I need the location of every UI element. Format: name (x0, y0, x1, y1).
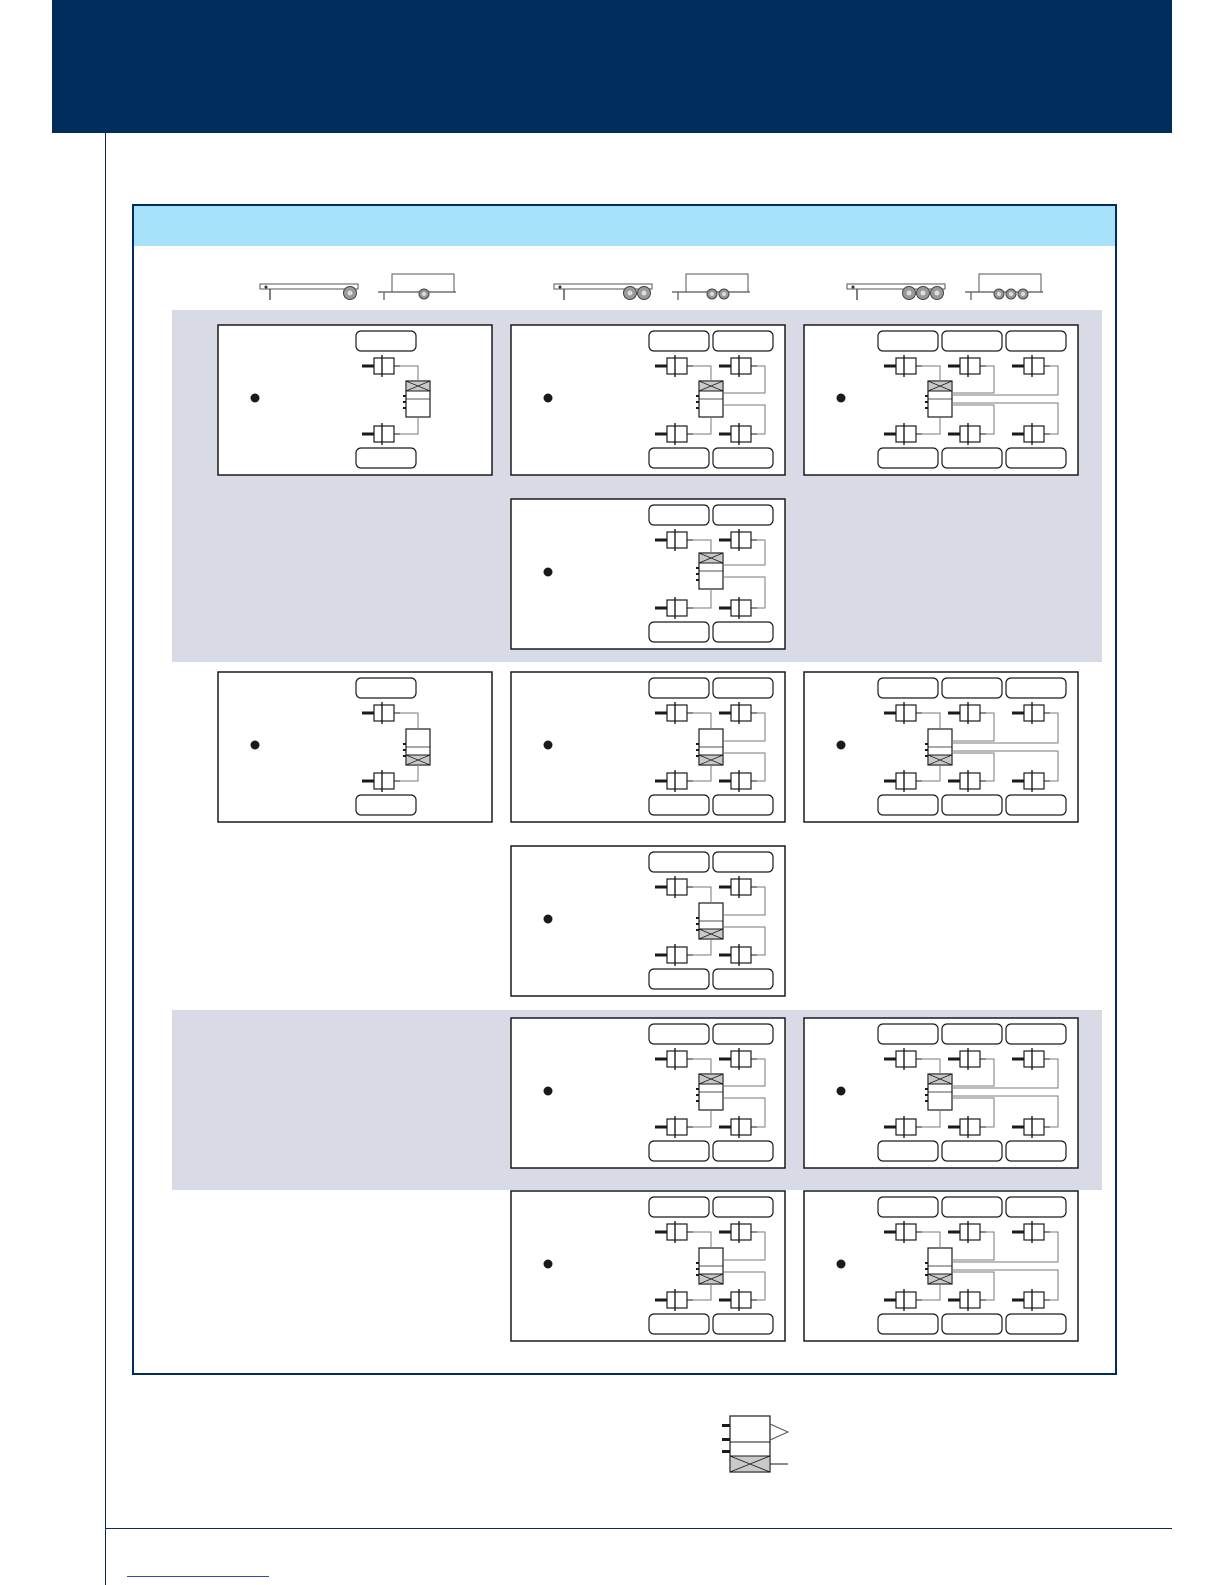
abs-config-row-3-col3 (803, 671, 1079, 823)
trailer-flatbed-view-tri-axle (963, 272, 1045, 302)
wheel-label-box (649, 1314, 709, 1334)
wheel-label-box (1006, 795, 1066, 815)
wheel-label-box (713, 1024, 773, 1044)
bullet-dot (837, 741, 846, 750)
wheel-label-box (713, 448, 773, 468)
wheel-label-box (878, 1314, 938, 1334)
trailer-side-view-single-axle (258, 278, 362, 306)
bullet-dot (251, 394, 260, 403)
abs-modulator-icon (403, 381, 430, 417)
wheel-label-box (356, 795, 416, 815)
wheel-label-box (878, 678, 938, 698)
wheel-label-box (713, 622, 773, 642)
wheel-label-box (649, 1024, 709, 1044)
wheel-label-box (942, 1024, 1002, 1044)
wheel-label-box (649, 505, 709, 525)
trailer-flatbed-view-tandem-axle (670, 272, 752, 302)
wheel-label-box (713, 331, 773, 351)
wheel-label-box (878, 448, 938, 468)
abs-modulator-icon (696, 1074, 723, 1110)
wheel-label-box (713, 852, 773, 872)
panel-title-bar (134, 206, 1115, 246)
wheel-label-box (878, 1197, 938, 1217)
abs-config-row-4-col2 (510, 845, 786, 997)
bullet-dot (544, 915, 553, 924)
abs-modulator-icon (925, 729, 952, 765)
abs-config-row-1-col3 (803, 324, 1079, 476)
bullet-dot (837, 1087, 846, 1096)
wheel-label-box (942, 1197, 1002, 1217)
wheel-label-box (649, 678, 709, 698)
abs-config-row-5-col2 (510, 1017, 786, 1169)
abs-modulator-icon (925, 1248, 952, 1284)
wheel-label-box (713, 969, 773, 989)
abs-config-row-6-col2 (510, 1190, 786, 1342)
footer-rule (105, 1528, 1172, 1529)
wheel-label-box (649, 448, 709, 468)
abs-modulator-icon (696, 381, 723, 417)
abs-modulator-icon (696, 729, 723, 765)
bullet-dot (544, 1087, 553, 1096)
wheel-label-box (649, 622, 709, 642)
wheel-label-box (1006, 331, 1066, 351)
abs-config-row-3-col1 (217, 671, 493, 823)
abs-config-row-2-col2 (510, 498, 786, 650)
bullet-dot (544, 1260, 553, 1269)
footer-link-underline[interactable] (127, 1576, 269, 1577)
bullet-dot (544, 394, 553, 403)
abs-config-row-1-col2 (510, 324, 786, 476)
wheel-label-box (1006, 448, 1066, 468)
wheel-label-box (713, 1197, 773, 1217)
bullet-dot (837, 394, 846, 403)
abs-modulator-icon (403, 729, 430, 765)
wheel-label-box (649, 1197, 709, 1217)
wheel-label-box (942, 448, 1002, 468)
wheel-label-box (878, 331, 938, 351)
abs-modulator-icon (925, 381, 952, 417)
wheel-label-box (942, 1314, 1002, 1334)
bullet-dot (837, 1260, 846, 1269)
wheel-label-box (1006, 1314, 1066, 1334)
wheel-label-box (942, 1141, 1002, 1161)
wheel-label-box (649, 795, 709, 815)
wheel-label-box (878, 1024, 938, 1044)
left-margin-rule (105, 133, 106, 1585)
bullet-dot (251, 741, 260, 750)
wheel-label-box (356, 448, 416, 468)
wheel-label-box (1006, 1024, 1066, 1044)
abs-modulator-icon (696, 553, 723, 589)
abs-modulator-icon (696, 903, 723, 939)
header-band (52, 0, 1172, 133)
wheel-label-box (713, 1314, 773, 1334)
abs-modulator-icon (925, 1074, 952, 1110)
abs-config-row-1-col1 (217, 324, 493, 476)
wheel-label-box (713, 795, 773, 815)
wheel-label-box (1006, 1197, 1066, 1217)
wheel-label-box (942, 331, 1002, 351)
bullet-dot (544, 741, 553, 750)
abs-config-row-5-col3 (803, 1017, 1079, 1169)
wheel-label-box (878, 795, 938, 815)
trailer-side-view-tri-axle (845, 278, 949, 306)
wheel-label-box (942, 678, 1002, 698)
abs-config-row-3-col2 (510, 671, 786, 823)
wheel-label-box (713, 1141, 773, 1161)
wheel-label-box (713, 505, 773, 525)
wheel-label-box (878, 1141, 938, 1161)
wheel-label-box (649, 1141, 709, 1161)
wheel-label-box (649, 331, 709, 351)
wheel-label-box (942, 795, 1002, 815)
legend-modulator (718, 1414, 808, 1484)
bullet-dot (544, 568, 553, 577)
wheel-label-box (356, 331, 416, 351)
abs-modulator-icon (696, 1248, 723, 1284)
wheel-label-box (649, 969, 709, 989)
wheel-label-box (356, 678, 416, 698)
trailer-side-view-tandem-axle (552, 278, 656, 306)
wheel-label-box (713, 678, 773, 698)
wheel-label-box (1006, 1141, 1066, 1161)
wheel-label-box (649, 852, 709, 872)
trailer-flatbed-view-single-axle (376, 272, 458, 302)
abs-modulator-valve-icon (718, 1414, 808, 1484)
wheel-label-box (1006, 678, 1066, 698)
abs-config-row-6-col3 (803, 1190, 1079, 1342)
